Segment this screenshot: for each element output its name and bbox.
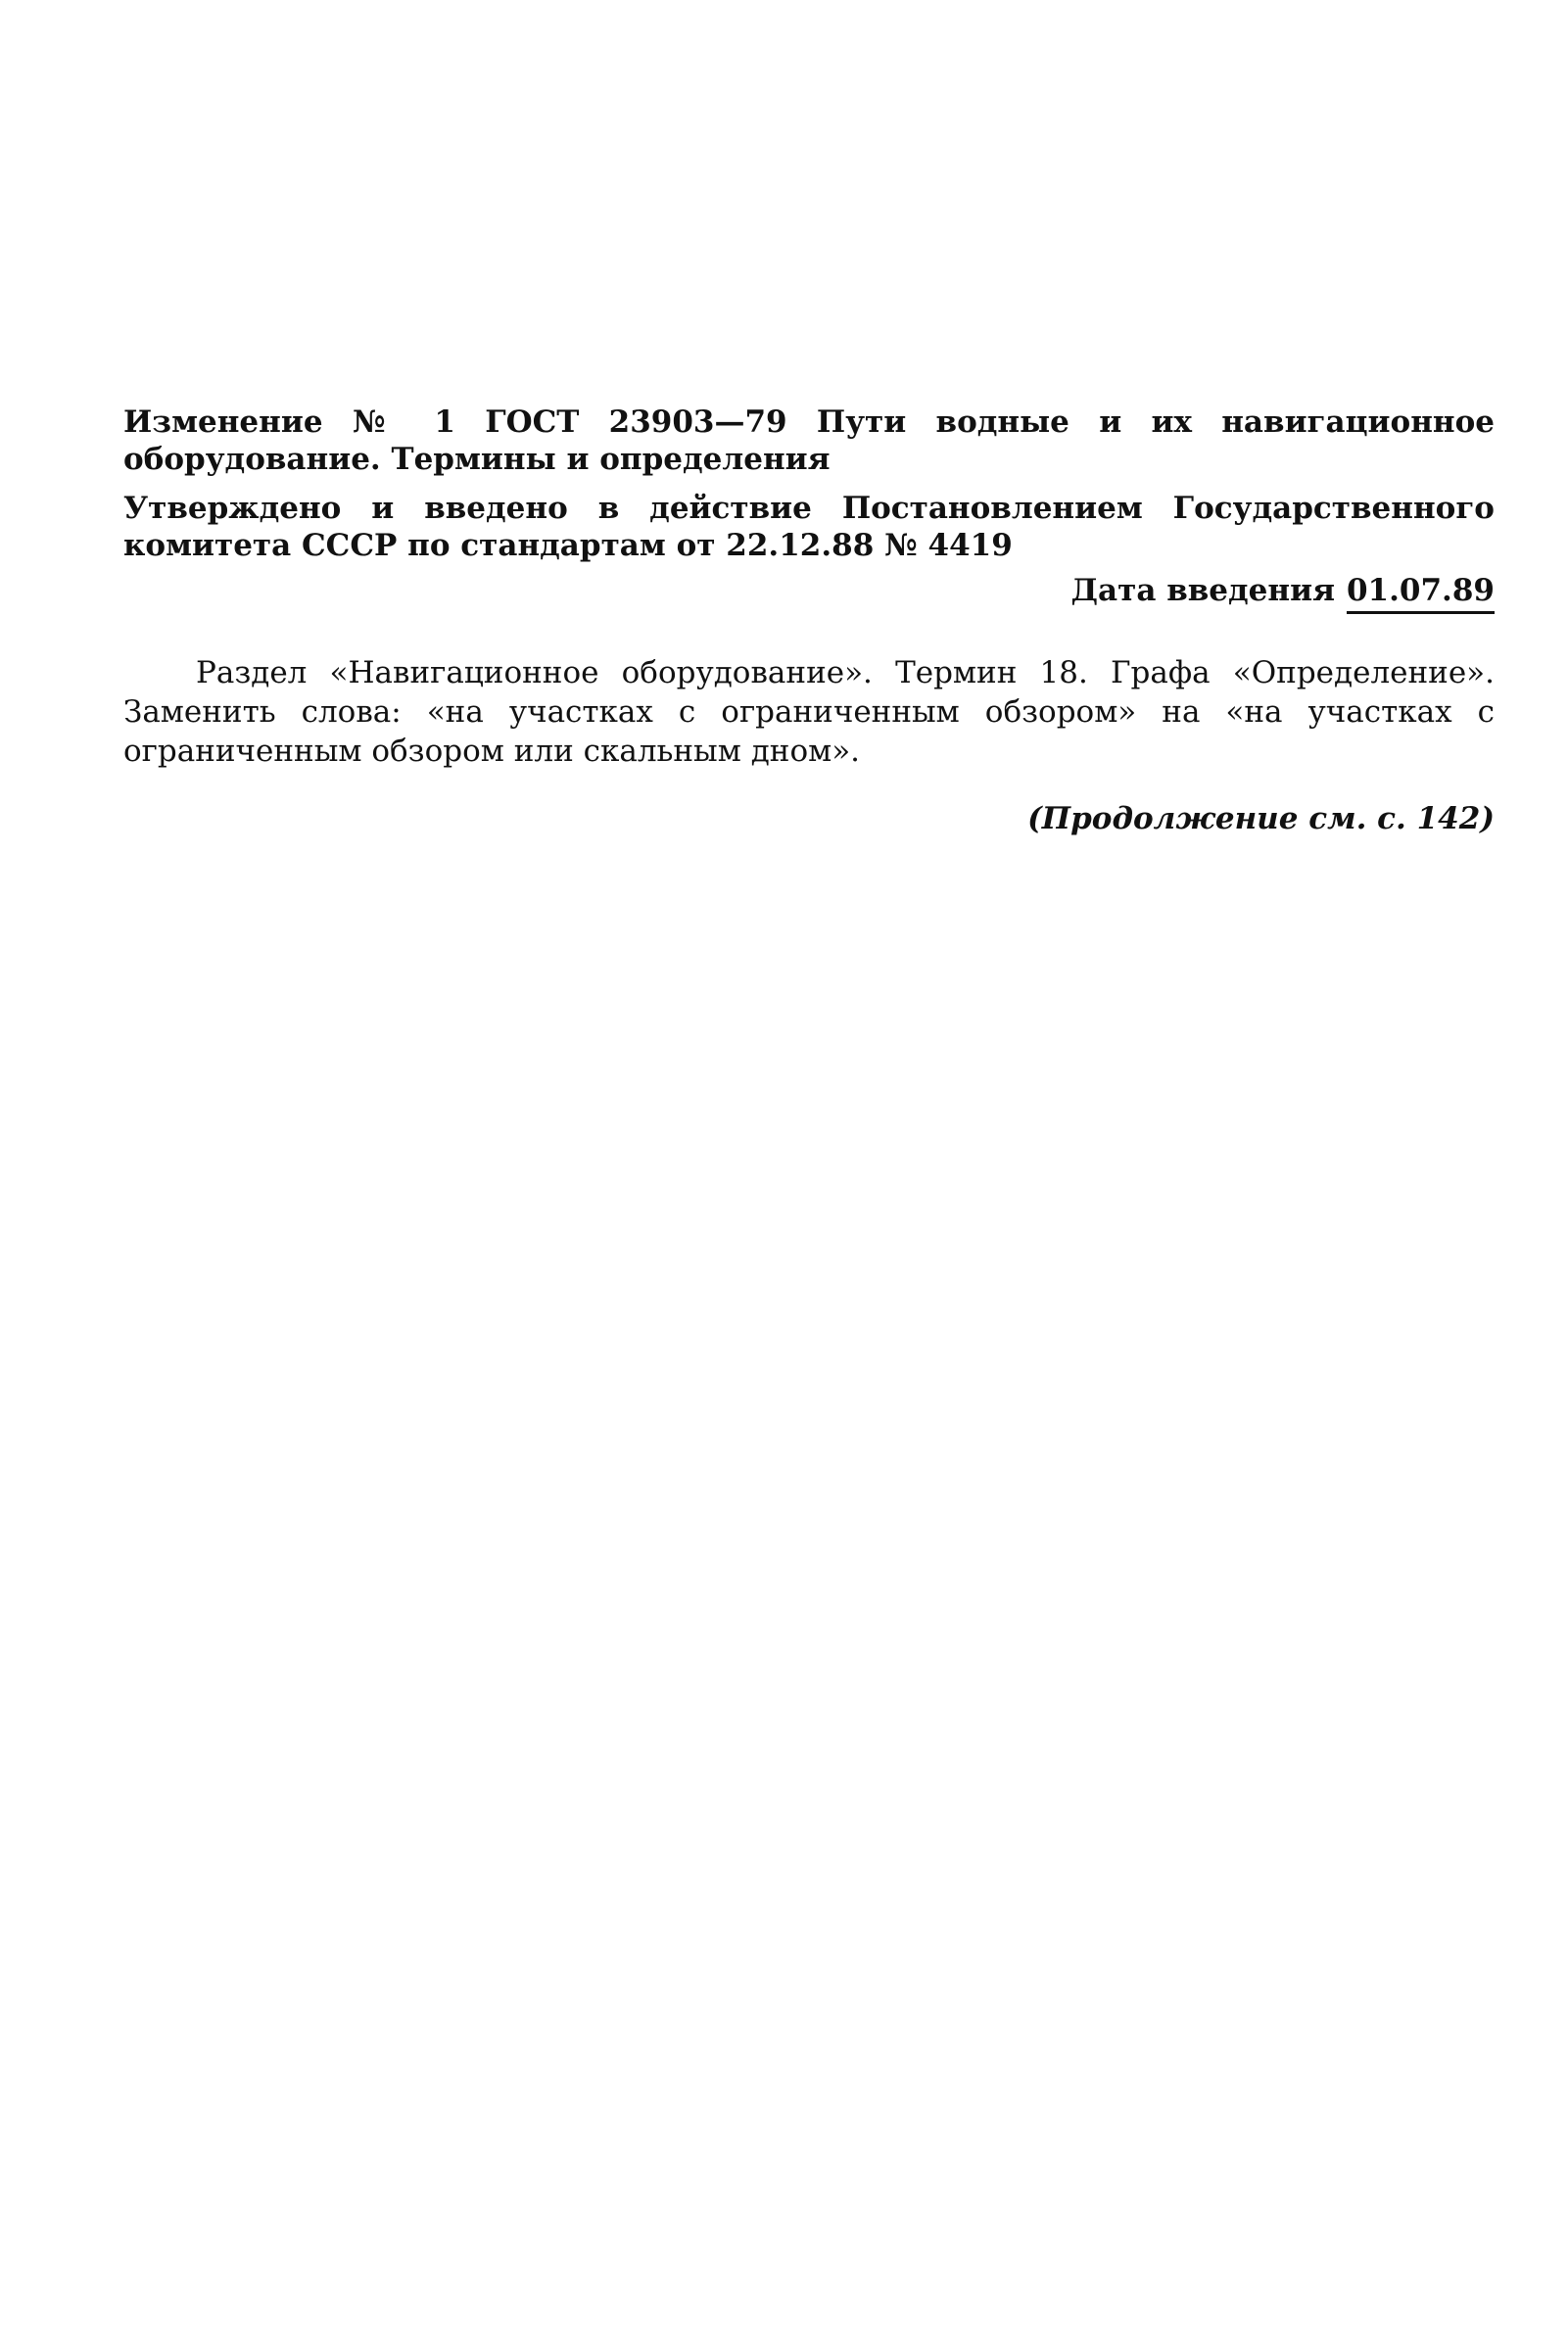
- approval-statement: Утверждено и введено в действие Постановлением Государственного комитета СССР по стандартам от 22.12.88 № 4419: [123, 491, 1495, 563]
- effective-date-label: Дата введения: [1070, 573, 1335, 608]
- continuation-note: (Продолжение см. с. 142): [1027, 801, 1495, 836]
- amendment-body: [123, 653, 1495, 771]
- amendment-title: Изменение № 1 ГОСТ 23903—79 Пути водные и их навигационное оборудование. Термины и определения: [123, 404, 1495, 477]
- effective-date-line: [123, 572, 1495, 614]
- body-paragraph: Раздел «Навигационное оборудование». Термин 18. Графа «Определение». Заменить слова: «на участках с ограниченным обзором» на «на участках с ограниченным обзором или скальным дном».: [123, 655, 1495, 769]
- effective-date-value: 01.07.89: [1347, 572, 1495, 614]
- document-content: [123, 403, 1495, 837]
